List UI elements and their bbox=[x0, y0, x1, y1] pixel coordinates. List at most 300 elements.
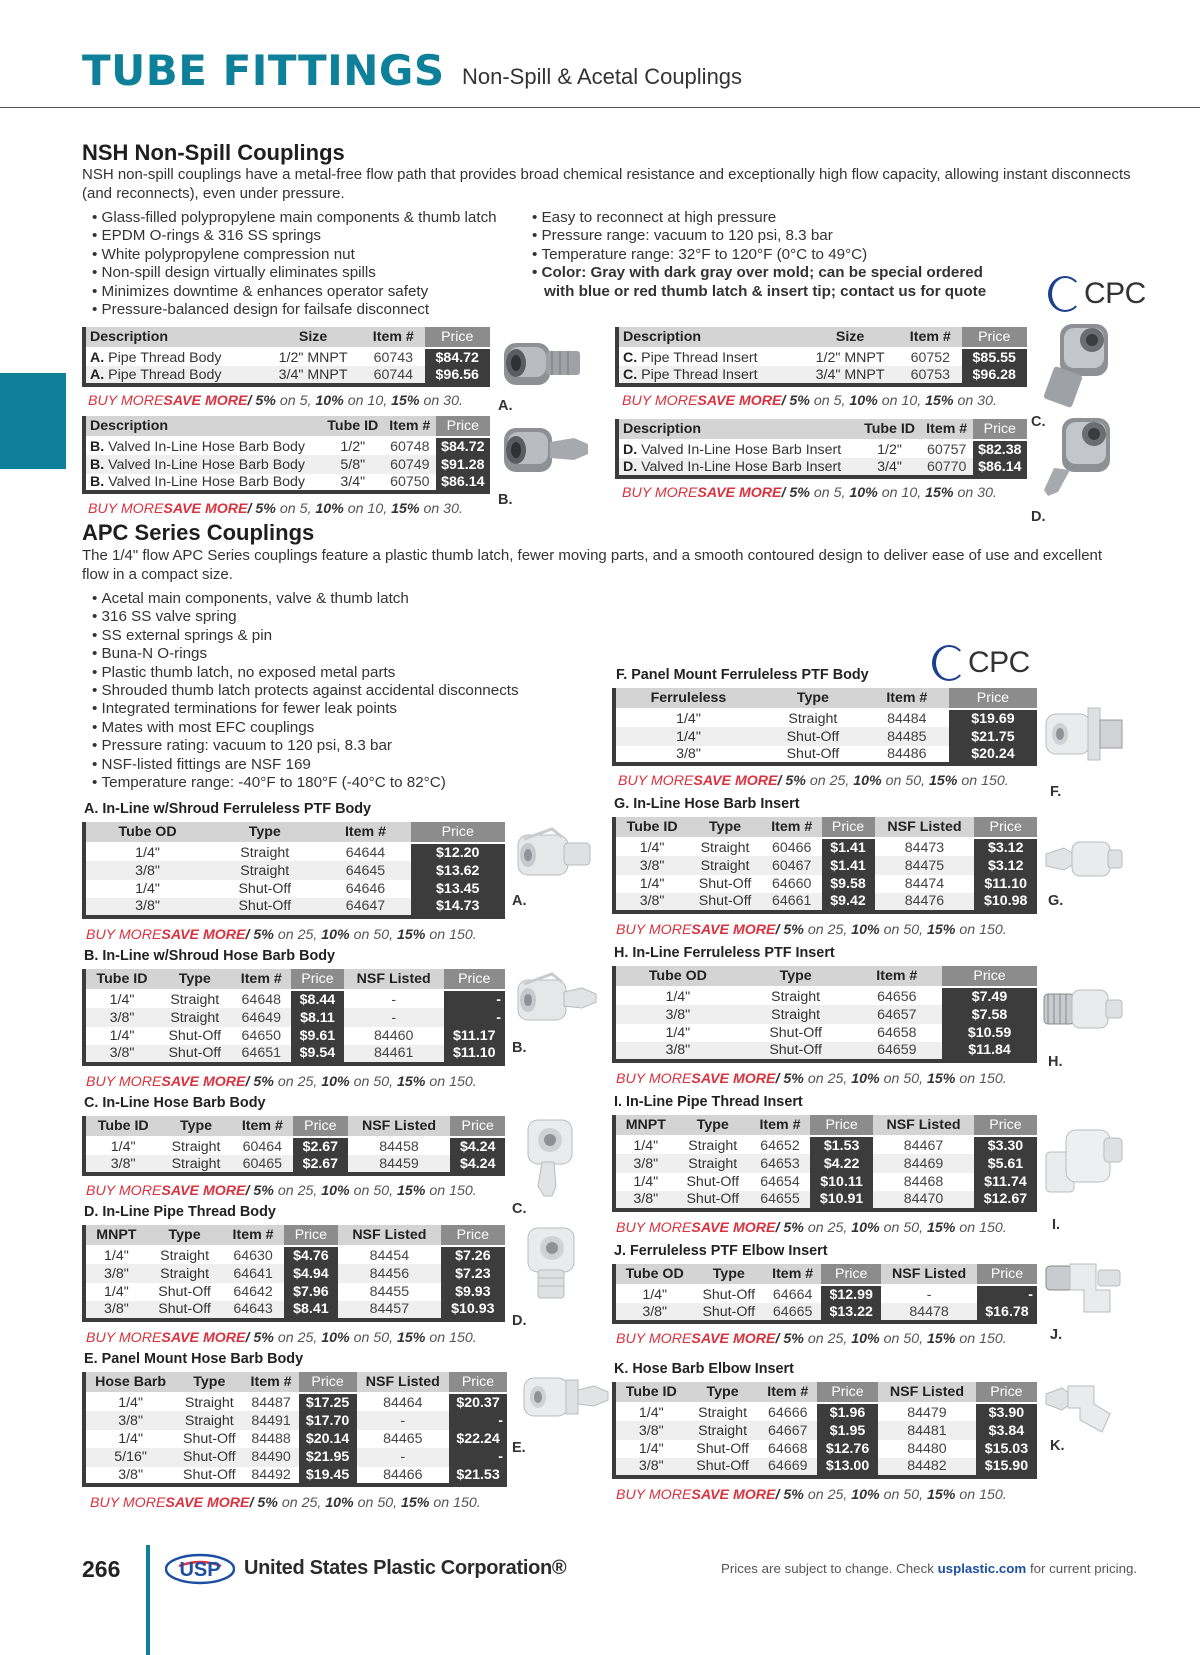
nsh-bullets-left bbox=[92, 209, 497, 319]
figure-letter-a: A. bbox=[498, 398, 513, 414]
item-number-cell: 84486 bbox=[865, 746, 949, 764]
apc-table-a bbox=[82, 822, 505, 919]
column-header: Item # bbox=[759, 1382, 817, 1403]
column-header: Price bbox=[449, 1372, 507, 1393]
type-cell: Shut-Off bbox=[761, 746, 865, 764]
bullet: • EPDM O-rings & 316 SS springs bbox=[92, 227, 497, 245]
item-number-cell: 84491 bbox=[243, 1411, 298, 1429]
buy-more-part: SAVE MORE bbox=[691, 1220, 776, 1236]
buy-more-part: SAVE MORE bbox=[161, 1330, 246, 1346]
buy-more-part: on 25, bbox=[803, 1487, 852, 1503]
column-header: Description bbox=[84, 416, 322, 437]
size-cell: 1/4" bbox=[135, 880, 160, 897]
price-cell: $1.41 bbox=[822, 856, 875, 874]
buy-more-part: BUY MORE bbox=[616, 1331, 692, 1347]
table-row bbox=[614, 1005, 1037, 1023]
column-header: Type bbox=[209, 822, 320, 843]
table-row bbox=[84, 1467, 507, 1485]
buy-more-part: SAVE MORE bbox=[693, 773, 778, 789]
price-cell: $19.69 bbox=[949, 709, 1037, 727]
column-header: NSF Listed bbox=[878, 1382, 976, 1403]
column-header: Hose Barb bbox=[84, 1372, 175, 1393]
size-cell: 3/8" bbox=[84, 1008, 158, 1026]
buy-more-part: 15% bbox=[927, 1487, 956, 1503]
price-cell: $22.24 bbox=[449, 1430, 507, 1448]
buy-more-part: 10% bbox=[315, 393, 344, 409]
buy-more-note bbox=[86, 1183, 477, 1199]
row-letter: B. bbox=[90, 438, 105, 455]
table-row bbox=[614, 1154, 1037, 1172]
item-number-cell: 60466 bbox=[772, 839, 812, 856]
type-cell: Shut-Off bbox=[740, 1042, 852, 1060]
type-cell: Shut-Off bbox=[693, 1303, 764, 1321]
table-row bbox=[84, 1301, 505, 1319]
description-cell bbox=[84, 437, 322, 455]
buy-more-part: on 150. bbox=[429, 1495, 481, 1511]
apc-table-h-title: H. In-Line Ferruleless PTF Insert bbox=[614, 945, 835, 961]
bullet: • Easy to reconnect at high pressure bbox=[532, 209, 986, 227]
price-cell: $3.12 bbox=[974, 838, 1037, 856]
column-header: Price bbox=[444, 969, 505, 990]
buy-more-part: on 150. bbox=[957, 773, 1009, 789]
buy-more-part: 10% bbox=[851, 1487, 880, 1503]
price-cell: $20.24 bbox=[949, 746, 1037, 764]
figure-letter-i: I. bbox=[1052, 1217, 1061, 1233]
nsh-hose-barb-insert-image bbox=[1028, 410, 1128, 506]
table-row bbox=[614, 856, 1037, 874]
nsf-item-cell: 84457 bbox=[338, 1301, 441, 1319]
bullet: • Temperature range: 32°F to 120°F (0°C to 49°C) bbox=[532, 246, 986, 264]
table-row bbox=[617, 458, 1027, 476]
price-cell: $13.45 bbox=[411, 880, 506, 898]
size-cell: 1/2" bbox=[877, 441, 902, 458]
buy-more-note bbox=[616, 1071, 1007, 1087]
buy-more-note bbox=[90, 1495, 481, 1511]
buy-more-note bbox=[622, 393, 997, 409]
item-number-cell: 64666 bbox=[768, 1404, 808, 1421]
table-row bbox=[84, 898, 505, 916]
buy-more-part: on 30. bbox=[419, 393, 463, 409]
buy-more-part: on 5, bbox=[275, 393, 316, 409]
column-header: Price bbox=[810, 1115, 873, 1136]
buy-more-part: on 30. bbox=[419, 501, 463, 517]
buy-more-note bbox=[86, 927, 477, 943]
bullet: • Plastic thumb latch, no exposed metal parts bbox=[92, 664, 519, 682]
row-letter: D. bbox=[623, 458, 638, 475]
type-cell: Shut-Off bbox=[687, 1458, 759, 1476]
buy-more-part: 15% bbox=[401, 1495, 430, 1511]
table-row bbox=[84, 861, 505, 879]
column-header: Tube ID bbox=[322, 416, 384, 437]
figure-letter-g: G. bbox=[1048, 893, 1064, 909]
price-cell: $9.58 bbox=[822, 875, 875, 893]
buy-more-part: on 50, bbox=[879, 1331, 927, 1347]
buy-more-part: / 5% bbox=[245, 1074, 274, 1090]
bullet: • Buna-N O-rings bbox=[92, 645, 519, 663]
type-cell: Shut-Off bbox=[158, 1045, 232, 1063]
buy-more-part: BUY MORE bbox=[88, 393, 164, 409]
table-row bbox=[614, 987, 1037, 1005]
buy-more-part: BUY MORE bbox=[86, 927, 162, 943]
apc-hose-barb-insert-image bbox=[1040, 820, 1128, 900]
type-cell: Shut-Off bbox=[238, 880, 292, 897]
price-cell: $12.76 bbox=[817, 1440, 878, 1458]
nsf-item-cell: 84468 bbox=[903, 1173, 944, 1190]
price-cell: - bbox=[449, 1448, 507, 1466]
item-number-cell: 64655 bbox=[750, 1191, 810, 1209]
price-cell: $15.90 bbox=[976, 1458, 1037, 1476]
size-cell: 3/8" bbox=[84, 898, 209, 916]
buy-more-part: 10% bbox=[321, 1074, 350, 1090]
column-header: Price bbox=[977, 1264, 1037, 1285]
column-header: Price bbox=[976, 1382, 1037, 1403]
apc-pipe-thread-body-image bbox=[514, 1220, 606, 1304]
description-cell bbox=[617, 458, 858, 476]
item-number-cell: 64647 bbox=[320, 898, 410, 916]
size-cell: 3/8" bbox=[84, 1155, 160, 1173]
apc-shroud-hose-barb-body-image bbox=[510, 962, 600, 1042]
table-row bbox=[617, 348, 1027, 366]
buy-more-part: on 150. bbox=[955, 922, 1007, 938]
buy-more-part: on 25, bbox=[805, 773, 854, 789]
nsh-pipe-thread-body-image bbox=[496, 325, 586, 403]
type-cell: Shut-Off bbox=[209, 898, 320, 916]
cpc-mark-icon bbox=[1048, 276, 1082, 312]
type-cell: Shut-Off bbox=[168, 1027, 222, 1044]
column-header: MNPT bbox=[84, 1225, 147, 1246]
buy-more-part: SAVE MORE bbox=[691, 922, 776, 938]
column-header: Price bbox=[299, 1372, 357, 1393]
column-header: Item # bbox=[232, 969, 292, 990]
apc-table-c bbox=[82, 1116, 505, 1176]
buy-more-part: / 5% bbox=[775, 1487, 804, 1503]
column-header: Size bbox=[264, 327, 362, 348]
size-cell: 1/4" bbox=[639, 839, 665, 856]
buy-more-part: on 25, bbox=[277, 1495, 326, 1511]
nsh-table-d bbox=[615, 419, 1027, 479]
table-row bbox=[84, 1430, 507, 1448]
column-header: Description bbox=[617, 327, 801, 348]
apc-table-a-title: A. In-Line w/Shroud Ferruleless PTF Body bbox=[84, 801, 372, 817]
nsf-item-cell: 84470 bbox=[873, 1191, 974, 1209]
buy-more-part: on 50, bbox=[349, 1330, 397, 1346]
nsf-item-cell: - bbox=[357, 1411, 449, 1429]
column-header: Tube ID bbox=[614, 1382, 687, 1403]
size-cell: 1/4" bbox=[118, 1394, 143, 1411]
description-cell bbox=[617, 440, 858, 458]
nsf-item-cell: 84454 bbox=[369, 1247, 410, 1264]
buy-more-part: BUY MORE bbox=[86, 1074, 162, 1090]
item-number-cell: 64644 bbox=[345, 844, 386, 861]
column-header: Item # bbox=[750, 1115, 810, 1136]
apc-table-k-title: K. Hose Barb Elbow Insert bbox=[614, 1361, 794, 1377]
size-cell: 1/2" bbox=[340, 438, 366, 455]
buy-more-note bbox=[616, 922, 1007, 938]
row-description: Valved In-Line Hose Barb Insert bbox=[637, 441, 842, 458]
price-cell: - bbox=[449, 1411, 507, 1429]
size-cell: 3/8" bbox=[84, 1045, 158, 1063]
size-cell: 3/4" bbox=[322, 474, 384, 492]
buy-more-part: on 10, bbox=[343, 393, 392, 409]
price-cell: $96.28 bbox=[962, 366, 1028, 384]
item-number-cell: 64653 bbox=[750, 1154, 810, 1172]
type-cell: Straight bbox=[676, 1154, 750, 1172]
column-header: Price bbox=[942, 966, 1037, 987]
size-cell: 1/4" bbox=[103, 1283, 129, 1300]
company-name: United States Plastic Corporation® bbox=[244, 1557, 567, 1579]
price-cell: $82.38 bbox=[973, 440, 1027, 458]
row-description: Valved In-Line Hose Barb Body bbox=[104, 456, 306, 473]
website-link[interactable]: usplastic.com bbox=[937, 1561, 1027, 1576]
type-cell: Straight bbox=[160, 1247, 210, 1264]
column-header: Price bbox=[291, 969, 344, 990]
table-row bbox=[614, 875, 1037, 893]
nsf-item-cell: 84474 bbox=[904, 875, 945, 892]
price-cell: $4.76 bbox=[284, 1246, 338, 1264]
item-number-cell: 84488 bbox=[251, 1430, 291, 1447]
buy-more-part: on 150. bbox=[425, 1074, 477, 1090]
price-cell: $12.99 bbox=[821, 1285, 881, 1303]
size-cell: 3/8" bbox=[614, 1421, 687, 1439]
buy-more-part: / 5% bbox=[775, 1220, 804, 1236]
table-row bbox=[84, 366, 490, 384]
price-cell: $13.22 bbox=[821, 1303, 881, 1321]
nsf-item-cell: 84455 bbox=[369, 1283, 410, 1300]
size-cell: 1/4" bbox=[638, 1440, 664, 1457]
usp-logo bbox=[165, 1552, 235, 1586]
item-number-cell: 60749 bbox=[384, 455, 436, 473]
item-number-cell: 64643 bbox=[222, 1301, 283, 1319]
buy-more-note bbox=[86, 1330, 477, 1346]
figure-letter-a: A. bbox=[512, 893, 527, 909]
figure-letter-b: B. bbox=[498, 492, 513, 508]
nsf-item-cell: 84475 bbox=[875, 856, 975, 874]
apc-table-f bbox=[612, 688, 1037, 766]
size-cell: 1/2" MNPT bbox=[815, 349, 885, 366]
table-row bbox=[84, 1008, 505, 1026]
size-cell: 3/8" bbox=[614, 1154, 676, 1172]
price-cell: $10.91 bbox=[810, 1191, 873, 1209]
table-row bbox=[614, 1285, 1037, 1303]
column-header: Item # bbox=[899, 327, 961, 348]
item-number-cell: 64665 bbox=[764, 1303, 821, 1321]
apc-hose-barb-body-image bbox=[512, 1112, 596, 1202]
item-number-cell: 60770 bbox=[921, 458, 973, 476]
price-cell: $9.93 bbox=[441, 1283, 505, 1301]
apc-table-b-title: B. In-Line w/Shroud Hose Barb Body bbox=[84, 948, 336, 964]
column-header: Type bbox=[687, 1382, 759, 1403]
apc-table-f-title: F. Panel Mount Ferruleless PTF Body bbox=[616, 667, 869, 683]
buy-more-part: 15% bbox=[397, 1330, 426, 1346]
buy-more-part: 15% bbox=[925, 485, 954, 501]
buy-more-part: on 150. bbox=[955, 1487, 1007, 1503]
table-row bbox=[84, 1246, 505, 1264]
description-cell bbox=[84, 348, 264, 366]
buy-more-part: 15% bbox=[927, 922, 956, 938]
item-number-cell: 84484 bbox=[887, 710, 927, 727]
table-row bbox=[84, 474, 490, 492]
table-row bbox=[617, 440, 1027, 458]
column-header: Type bbox=[761, 688, 865, 709]
figure-letter-d: D. bbox=[512, 1313, 527, 1329]
table-row bbox=[614, 1303, 1037, 1321]
price-cell: $10.98 bbox=[974, 893, 1037, 911]
type-cell: Straight bbox=[147, 1264, 223, 1282]
column-header: Tube OD bbox=[614, 966, 740, 987]
buy-more-part: on 10, bbox=[877, 393, 926, 409]
table-row bbox=[84, 1283, 505, 1301]
size-cell: 1/4" bbox=[639, 875, 665, 892]
buy-more-part: BUY MORE bbox=[86, 1183, 162, 1199]
nsf-item-cell: 84465 bbox=[383, 1430, 423, 1447]
item-number-cell: 64659 bbox=[852, 1042, 943, 1060]
table-row bbox=[614, 1458, 1037, 1476]
column-header: Price bbox=[436, 416, 490, 437]
apc-table-d-title: D. In-Line Pipe Thread Body bbox=[84, 1204, 276, 1220]
nsf-item-cell: 84456 bbox=[338, 1264, 441, 1282]
column-header: Type bbox=[676, 1115, 750, 1136]
size-cell: 3/8" bbox=[614, 1005, 740, 1023]
bullet: • Non-spill design virtually eliminates spills bbox=[92, 264, 497, 282]
column-header: Item # bbox=[232, 1116, 293, 1137]
page-header bbox=[0, 0, 1200, 108]
item-number-cell: 64660 bbox=[772, 875, 812, 892]
item-number-cell: 84485 bbox=[865, 727, 949, 745]
bullet: • Temperature range: -40°F to 180°F (-40°C to 82°C) bbox=[92, 774, 519, 792]
buy-more-part: BUY MORE bbox=[616, 1220, 692, 1236]
buy-more-part: on 150. bbox=[955, 1220, 1007, 1236]
buy-more-part: on 5, bbox=[809, 485, 850, 501]
table-row bbox=[614, 1403, 1037, 1421]
bullet: • Minimizes downtime & enhances operator safety bbox=[92, 283, 497, 301]
price-cell: $7.96 bbox=[284, 1283, 338, 1301]
apc-table-e bbox=[82, 1372, 507, 1487]
buy-more-part: SAVE MORE bbox=[691, 1071, 776, 1087]
bullet: • SS external springs & pin bbox=[92, 627, 519, 645]
bullet: • Shrouded thumb latch protects against accidental disconnects bbox=[92, 682, 519, 700]
cpc-logo-text: CPC bbox=[968, 646, 1030, 679]
apc-panel-mount-ptf-image bbox=[1040, 690, 1128, 780]
item-number-cell: 84492 bbox=[243, 1467, 298, 1485]
size-cell: 5/8" bbox=[322, 455, 384, 473]
column-header: Tube ID bbox=[858, 419, 920, 440]
price-cell: $14.73 bbox=[411, 898, 506, 916]
pricing-note bbox=[721, 1561, 1137, 1576]
price-cell: $4.24 bbox=[450, 1155, 505, 1173]
type-cell: Straight bbox=[240, 844, 290, 861]
apc-table-e-title: E. Panel Mount Hose Barb Body bbox=[84, 1351, 304, 1367]
nsf-item-cell: - bbox=[357, 1448, 449, 1466]
apc-table-j-title: J. Ferruleless PTF Elbow Insert bbox=[614, 1243, 828, 1259]
type-cell: Straight bbox=[788, 710, 838, 727]
nsf-item-cell: - bbox=[344, 1008, 444, 1026]
table-row bbox=[614, 1440, 1037, 1458]
figure-letter-h: H. bbox=[1048, 1054, 1063, 1070]
price-cell: $3.12 bbox=[974, 856, 1037, 874]
price-cell: $11.10 bbox=[444, 1045, 505, 1063]
buy-more-part: BUY MORE bbox=[622, 485, 698, 501]
table-row bbox=[84, 1027, 505, 1045]
type-cell: Straight bbox=[175, 1411, 243, 1429]
usp-logo-text: USP bbox=[179, 1559, 221, 1581]
size-cell: 1/4" bbox=[642, 1286, 668, 1303]
buy-more-part: SAVE MORE bbox=[163, 393, 248, 409]
buy-more-part: / 5% bbox=[245, 927, 274, 943]
size-cell: 1/4" bbox=[638, 1404, 664, 1421]
bullet: • Integrated terminations for fewer leak points bbox=[92, 700, 519, 718]
item-number-cell: 64661 bbox=[762, 893, 822, 911]
size-cell: 1/4" bbox=[118, 1430, 143, 1447]
size-cell: 1/4" bbox=[665, 1024, 691, 1041]
buy-more-part: on 10, bbox=[343, 501, 392, 517]
row-letter: B. bbox=[90, 456, 105, 473]
type-cell: Shut-Off bbox=[147, 1301, 223, 1319]
apc-table-j bbox=[612, 1264, 1037, 1324]
column-header: Price bbox=[450, 1116, 505, 1137]
nsf-item-cell: 84467 bbox=[903, 1137, 944, 1154]
pricing-note-text-end: for current pricing. bbox=[1026, 1561, 1138, 1576]
price-cell: $85.55 bbox=[962, 348, 1028, 366]
nsf-item-cell: 84478 bbox=[881, 1303, 977, 1321]
table-row bbox=[614, 838, 1037, 856]
nsf-item-cell: 84473 bbox=[904, 839, 945, 856]
item-number-cell: 60757 bbox=[926, 441, 967, 458]
column-header: Price bbox=[441, 1225, 505, 1246]
item-number-cell: 64649 bbox=[232, 1008, 292, 1026]
buy-more-note bbox=[622, 485, 997, 501]
size-cell: 3/8" bbox=[614, 1458, 687, 1476]
size-cell: 3/8" bbox=[84, 1411, 175, 1429]
column-header: Type bbox=[147, 1225, 223, 1246]
buy-more-part: on 50, bbox=[879, 1071, 927, 1087]
row-description: Pipe Thread Insert bbox=[637, 349, 758, 366]
item-number-cell: 64664 bbox=[772, 1286, 813, 1303]
price-cell: $91.28 bbox=[436, 455, 490, 473]
table-row bbox=[84, 1264, 505, 1282]
buy-more-part: / 5% bbox=[775, 1071, 804, 1087]
item-number-cell: 64650 bbox=[241, 1027, 281, 1044]
figure-letter-c: C. bbox=[512, 1201, 527, 1217]
item-number-cell: 64645 bbox=[320, 861, 410, 879]
column-header: Price bbox=[962, 327, 1028, 348]
nsh-section-title: NSH Non-Spill Couplings bbox=[82, 140, 345, 165]
buy-more-note bbox=[86, 1074, 477, 1090]
price-cell: $1.53 bbox=[810, 1136, 873, 1154]
nsf-item-cell: 84464 bbox=[383, 1394, 423, 1411]
row-description: Pipe Thread Insert bbox=[637, 366, 758, 383]
nsf-item-cell: - bbox=[926, 1286, 932, 1303]
table-row bbox=[84, 843, 505, 861]
price-cell: $8.11 bbox=[291, 1008, 344, 1026]
buy-more-part: 15% bbox=[397, 927, 426, 943]
figure-letter-b: B. bbox=[512, 1040, 527, 1056]
nsh-bullets-right bbox=[532, 209, 986, 301]
column-header: Item # bbox=[852, 966, 943, 987]
buy-more-note bbox=[88, 393, 463, 409]
price-cell: $8.44 bbox=[291, 990, 344, 1008]
item-number-cell: 64648 bbox=[241, 991, 281, 1008]
buy-more-part: 10% bbox=[849, 393, 878, 409]
pricing-note-text: Prices are subject to change. Check bbox=[721, 1561, 938, 1576]
column-header: Tube ID bbox=[84, 969, 158, 990]
column-header: NSF Listed bbox=[881, 1264, 977, 1285]
price-cell: $7.23 bbox=[441, 1264, 505, 1282]
size-cell: 3/8" bbox=[614, 1191, 676, 1209]
bullet: • NSF-listed fittings are NSF 169 bbox=[92, 756, 519, 774]
buy-more-part: SAVE MORE bbox=[161, 1074, 246, 1090]
apc-ptf-insert-image bbox=[1038, 970, 1128, 1050]
item-number-cell: 60753 bbox=[899, 366, 961, 384]
